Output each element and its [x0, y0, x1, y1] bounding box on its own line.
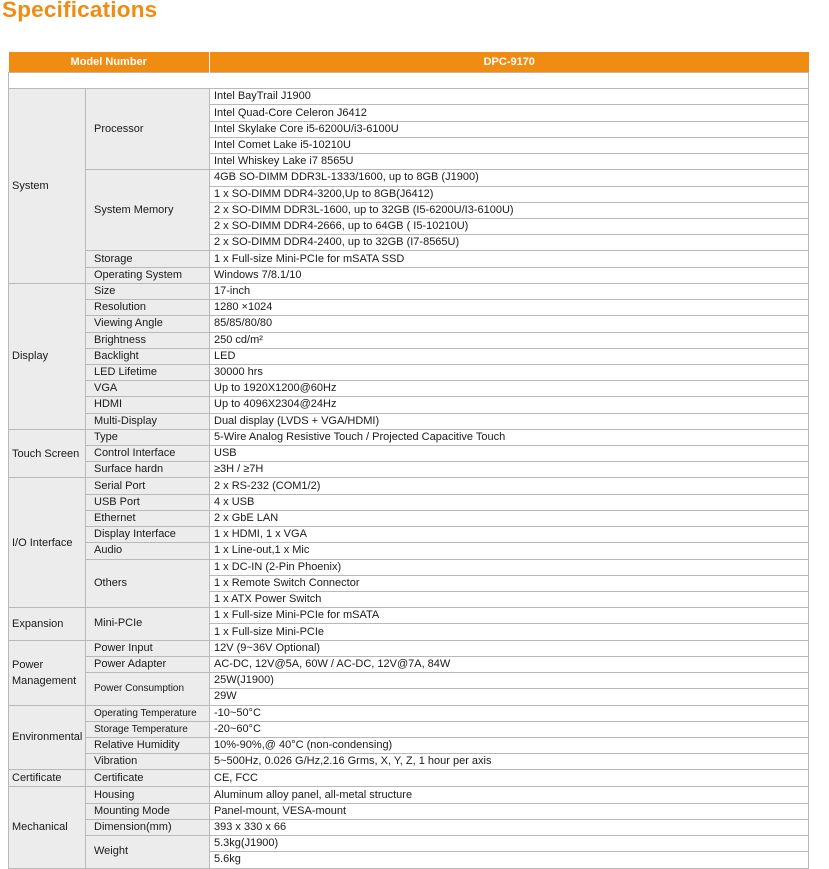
spec-label: System Memory — [86, 170, 210, 251]
spec-value: Panel-mount, VESA-mount — [210, 803, 809, 819]
spec-label: Viewing Angle — [86, 316, 210, 332]
spec-label: Surface hardn — [86, 462, 210, 478]
spec-value: 1 x Full-size Mini-PCIe for mSATA SSD — [210, 251, 809, 267]
spec-label: Type — [86, 429, 210, 445]
table-row — [9, 397, 809, 413]
spec-label: Others — [86, 559, 210, 608]
spec-label: Multi-Display — [86, 413, 210, 429]
spec-value: Intel Comet Lake i5-10210U — [210, 137, 809, 153]
spec-value: -20~60°C — [210, 721, 809, 737]
spec-value: Up to 4096X2304@24Hz — [210, 397, 809, 413]
category-cell: Display — [9, 283, 86, 429]
spec-value: Windows 7/8.1/10 — [210, 267, 809, 283]
spec-value: 1 x ATX Power Switch — [210, 592, 809, 608]
spec-value: 5-Wire Analog Resistive Touch / Projected Capacitive Touch — [210, 429, 809, 445]
spec-value: 5.6kg — [210, 852, 809, 868]
category-cell — [9, 640, 86, 705]
table-row — [9, 381, 809, 397]
spec-label: Backlight — [86, 348, 210, 364]
spec-value: 5~500Hz, 0.026 G/Hz,2.16 Grms, X, Y, Z, 1 hour per axis — [210, 754, 809, 770]
spec-label: Certificate — [86, 770, 210, 787]
table-row — [9, 494, 809, 510]
spec-value: 4 x USB — [210, 494, 809, 510]
spec-label: Power Adapter — [86, 656, 210, 672]
table-row — [9, 364, 809, 380]
table-row — [9, 527, 809, 543]
spec-value: 1 x Remote Switch Connector — [210, 575, 809, 591]
spec-value: 1 x SO-DIMM DDR4-3200,Up to 8GB(J6412) — [210, 186, 809, 202]
spec-table-body — [9, 89, 809, 868]
spec-value: ≥3H / ≥7H — [210, 462, 809, 478]
table-row — [9, 300, 809, 316]
table-row — [9, 462, 809, 478]
spec-value: 1 x Full-size Mini-PCIe for mSATA — [210, 608, 809, 624]
spec-value: 1280 ×1024 — [210, 300, 809, 316]
category-cell: I/O Interface — [9, 478, 86, 608]
page-title: Specifications — [2, 0, 158, 22]
spec-label: Resolution — [86, 300, 210, 316]
spec-value: 1 x Line-out,1 x Mic — [210, 543, 809, 559]
table-row — [9, 170, 809, 186]
table-row — [9, 510, 809, 526]
table-row — [9, 283, 809, 299]
spec-value: 2 x SO-DIMM DDR4-2400, up to 32GB (I7-8565U) — [210, 235, 809, 251]
table-row — [9, 316, 809, 332]
spec-value: Dual display (LVDS + VGA/HDMI) — [210, 413, 809, 429]
category-cell: Certificate — [9, 770, 86, 787]
spec-value: 4GB SO-DIMM DDR3L-1333/1600, up to 8GB (J1900) — [210, 170, 809, 186]
spec-label: Relative Humidity — [86, 737, 210, 753]
spec-label: HDMI — [86, 397, 210, 413]
spec-label: Display Interface — [86, 527, 210, 543]
spec-value: 2 x RS-232 (COM1/2) — [210, 478, 809, 494]
category-cell: Touch Screen — [9, 429, 86, 478]
model-value-header: DPC-9170 — [210, 52, 809, 73]
table-row — [9, 267, 809, 283]
spec-value: CE, FCC — [210, 770, 809, 787]
spec-value: Aluminum alloy panel, all-metal structure — [210, 787, 809, 803]
spec-label: Operating Temperature — [86, 705, 210, 721]
table-row — [9, 429, 809, 445]
table-row — [9, 446, 809, 462]
spec-value: 17-inch — [210, 283, 809, 299]
spec-label: Storage — [86, 251, 210, 267]
spec-label: Mini-PCIe — [86, 608, 210, 640]
spec-label: Mounting Mode — [86, 803, 210, 819]
spec-label: LED Lifetime — [86, 364, 210, 380]
spec-value: 2 x GbE LAN — [210, 510, 809, 526]
spec-label: Power Input — [86, 640, 210, 656]
category-cell: Expansion — [9, 608, 86, 640]
category-label-line: Power — [12, 658, 44, 671]
spec-value: USB — [210, 446, 809, 462]
table-row — [9, 348, 809, 364]
spec-value: 30000 hrs — [210, 364, 809, 380]
spec-label: Serial Port — [86, 478, 210, 494]
spec-label: Dimension(mm) — [86, 819, 210, 835]
spec-label: Size — [86, 283, 210, 299]
table-row — [9, 332, 809, 348]
table-row — [9, 413, 809, 429]
spec-label: Storage Temperature — [86, 721, 210, 737]
table-header-row — [9, 52, 809, 73]
spec-value: AC-DC, 12V@5A, 60W / AC-DC, 12V@7A, 84W — [210, 656, 809, 672]
spec-label: Power Consumption — [86, 673, 210, 705]
model-number-header: Model Number — [9, 52, 210, 73]
category-cell: Mechanical — [9, 787, 86, 868]
table-row — [9, 721, 809, 737]
spec-value: 29W — [210, 689, 809, 705]
spec-value: 5.3kg(J1900) — [210, 836, 809, 852]
table-row — [9, 559, 809, 575]
spec-value: 393 x 330 x 66 — [210, 819, 809, 835]
spec-value: Intel BayTrail J1900 — [210, 89, 809, 105]
table-row — [9, 819, 809, 835]
spec-value: LED — [210, 348, 809, 364]
table-row — [9, 705, 809, 721]
spec-value: Intel Quad-Core Celeron J6412 — [210, 105, 809, 121]
spec-value: 25W(J1900) — [210, 673, 809, 689]
table-row — [9, 803, 809, 819]
table-row — [9, 89, 809, 105]
spec-value: 2 x SO-DIMM DDR3L-1600, up to 32GB (I5-6200U/I3-6100U) — [210, 202, 809, 218]
spec-value: 1 x HDMI, 1 x VGA — [210, 527, 809, 543]
spec-label: Weight — [86, 836, 210, 868]
table-row — [9, 543, 809, 559]
table-row — [9, 251, 809, 267]
spec-label: VGA — [86, 381, 210, 397]
spec-label: Vibration — [86, 754, 210, 770]
spec-value: 85/85/80/80 — [210, 316, 809, 332]
spec-label: Audio — [86, 543, 210, 559]
spec-value: 12V (9~36V Optional) — [210, 640, 809, 656]
table-row — [9, 754, 809, 770]
table-row — [9, 608, 809, 624]
spec-label: Control Interface — [86, 446, 210, 462]
spec-value: Intel Whiskey Lake i7 8565U — [210, 154, 809, 170]
table-row — [9, 770, 809, 787]
spec-label: Ethernet — [86, 510, 210, 526]
table-row — [9, 836, 809, 852]
spec-value: 1 x DC-IN (2-Pin Phoenix) — [210, 559, 809, 575]
table-row — [9, 656, 809, 672]
table-row — [9, 673, 809, 689]
spec-value: 2 x SO-DIMM DDR4-2666, up to 64GB ( I5-10210U) — [210, 218, 809, 234]
spec-label: Housing — [86, 787, 210, 803]
spec-value: 10%-90%,@ 40°C (non-condensing) — [210, 737, 809, 753]
category-label-line: Management — [12, 674, 77, 687]
spec-value: Intel Skylake Core i5-6200U/i3-6100U — [210, 121, 809, 137]
spec-value: 1 x Full-size Mini-PCIe — [210, 624, 809, 640]
spec-table — [8, 52, 809, 869]
spec-label: Processor — [86, 89, 210, 170]
table-row — [9, 478, 809, 494]
category-cell: System — [9, 89, 86, 284]
table-row — [9, 640, 809, 656]
spec-label: USB Port — [86, 494, 210, 510]
spec-value: 250 cd/m² — [210, 332, 809, 348]
spec-label: Operating System — [86, 267, 210, 283]
table-row — [9, 787, 809, 803]
spec-value: -10~50°C — [210, 705, 809, 721]
spec-value: Up to 1920X1200@60Hz — [210, 381, 809, 397]
table-row — [9, 737, 809, 753]
category-cell: Environmental — [9, 705, 86, 770]
spec-label: Brightness — [86, 332, 210, 348]
